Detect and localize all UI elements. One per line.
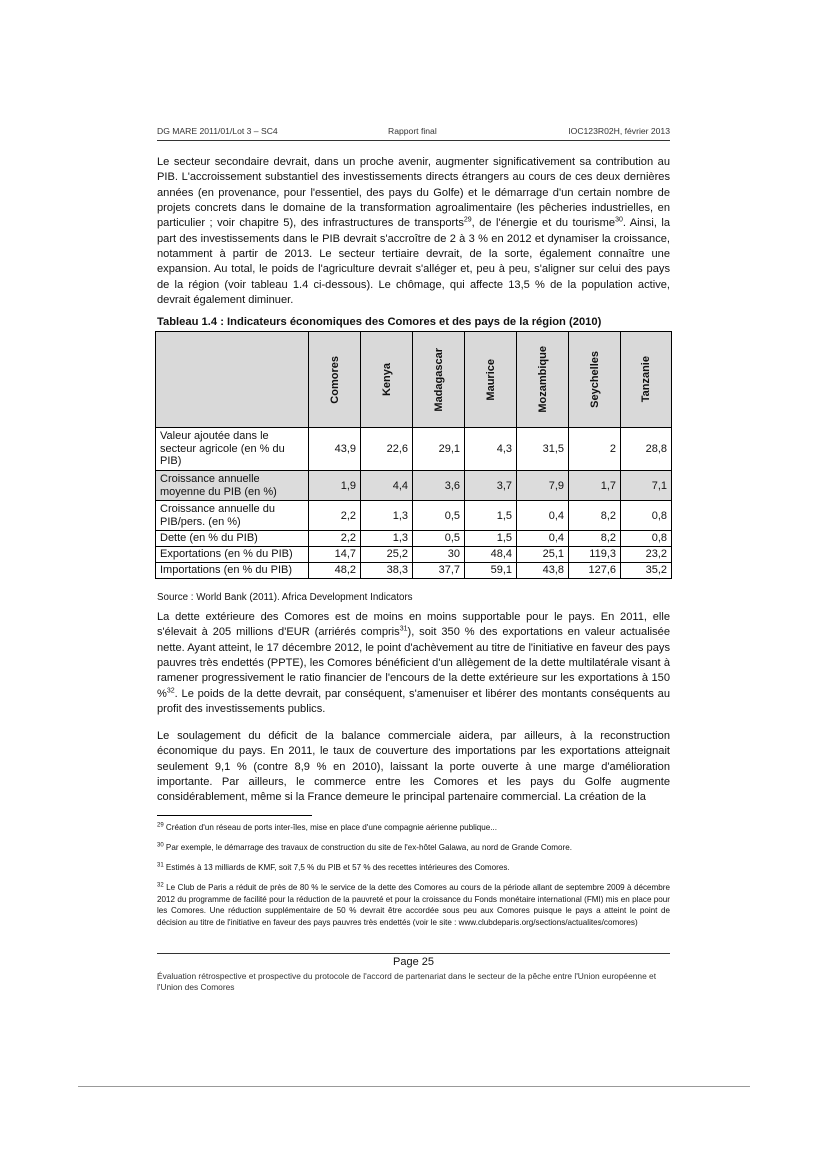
- table-cell: 14,7: [309, 547, 361, 563]
- table-row: [156, 531, 672, 547]
- column-header: [517, 332, 569, 428]
- table-row: [156, 501, 672, 531]
- footnote-number: 30: [157, 842, 164, 849]
- header-center: Rapport final: [388, 126, 437, 136]
- column-header: [361, 332, 413, 428]
- footnote-31: [157, 862, 670, 874]
- table-cell: 127,6: [569, 563, 621, 579]
- table-row: [156, 471, 672, 501]
- table-cell: 1,3: [361, 501, 413, 531]
- column-header: [569, 332, 621, 428]
- paragraph-dette-exterieure: [157, 610, 670, 717]
- para1-text-c: . Ainsi, la part des investissements dans le PIB devrait s'accroître de 2 à 3 % en 2012 et dynamiser la croissance, notamment à partir de 2013. Le secteur tertiaire devrait, de la sorte, également connaître une expansion. Au total, le poids de l'agriculture devrait s'alléger et, peu à peu, s'aligner sur celui des pays de la région (voir tableau 1.4 ci-dessous). Le chômage, qui affecte 13,5 % de la population active, devrait également diminuer.: [157, 217, 670, 307]
- table-cell: 119,3: [569, 547, 621, 563]
- table-cell: 25,2: [361, 547, 413, 563]
- footnote-number: 32: [157, 882, 164, 889]
- footer-separator: [157, 953, 670, 954]
- table-header-row: [156, 332, 672, 428]
- footnote-text: Création d'un réseau de ports inter-îles, mise en place d'une compagnie aérienne publique...: [163, 823, 498, 832]
- table-cell: 3,6: [413, 471, 465, 501]
- row-label: Valeur ajoutée dans le secteur agricole (en % du PIB): [156, 428, 309, 471]
- header-left: DG MARE 2011/01/Lot 3 – SC4: [157, 126, 278, 136]
- table-cell: 2,2: [309, 501, 361, 531]
- table-cell: 1,9: [309, 471, 361, 501]
- table-cell: 3,7: [465, 471, 517, 501]
- table-cell: 0,8: [621, 501, 672, 531]
- table-cell: 4,4: [361, 471, 413, 501]
- column-header-label: Madagascar: [432, 347, 445, 412]
- table-caption: Tableau 1.4 : Indicateurs économiques des Comores et des pays de la région (2010): [157, 316, 602, 328]
- footnote-number: 29: [157, 822, 164, 829]
- table-cell: 2: [569, 428, 621, 471]
- footnote-text: Par exemple, le démarrage des travaux de construction du site de l'ex-hôtel Galawa, au nord de Grande Comore.: [163, 843, 572, 852]
- table-cell: 43,9: [309, 428, 361, 471]
- table-cell: 23,2: [621, 547, 672, 563]
- table-cell: 7,1: [621, 471, 672, 501]
- table-cell: 29,1: [413, 428, 465, 471]
- table-row: [156, 563, 672, 579]
- column-header: [621, 332, 672, 428]
- economic-indicators-table: [155, 331, 672, 579]
- footnote-text: Estimés à 13 milliards de KMF, soit 7,5 % du PIB et 57 % des recettes intérieures des Comores.: [163, 863, 510, 872]
- table-cell: 4,3: [465, 428, 517, 471]
- footnote-29: [157, 822, 670, 834]
- footnote-separator: [157, 815, 312, 816]
- table-cell: 43,8: [517, 563, 569, 579]
- column-header-label: Maurice: [484, 358, 497, 401]
- table-cell: 31,5: [517, 428, 569, 471]
- table-cell: 0,8: [621, 531, 672, 547]
- para2-text-c: . Le poids de la dette devrait, par conséquent, s'amenuiser et libérer des montants conséquents au profit des investissements publics.: [157, 687, 670, 716]
- page-number: Page 25: [393, 956, 434, 968]
- table-cell: 8,2: [569, 531, 621, 547]
- para1-text-b: , de l'énergie et du tourisme: [471, 217, 616, 230]
- paragraph-balance-commerciale: Le soulagement du déficit de la balance commerciale aidera, par ailleurs, à la reconstruction économique du pays. En 2011, le taux de couverture des importations par les exportations atteignait seulement 9,1 % (contre 8,9 % en 2010), laissant la porte ouverte à une marge d'amélioration importante. Par ailleurs, le commerce entre les Comores et les pays du Golfe augmente considérablement, même si la France demeure le principal partenaire commercial. La création de la: [157, 730, 670, 804]
- table-cell: 22,6: [361, 428, 413, 471]
- para1-text-a: Le secteur secondaire devrait, dans un proche avenir, augmenter significativement sa contribution au PIB. L'accroissement substantiel des investissements directs étrangers au cours de ces deux dernières années (en provenance, pour l'essentiel, des pays du Golfe) et le démarrage d'un certain nombre de projets concrets dans le domaine de la transformation agroalimentaire (les pêcheries industrielles, en particulier ; voir chapitre 5), des infrastructures de transports: [157, 156, 670, 230]
- para2-text-a: La dette extérieure des Comores est de moins en moins supportable pour le pays. En 2011, elle s'élevait à 205 millions d'EUR (arriérés compris: [157, 611, 670, 639]
- table-cell: 0,5: [413, 531, 465, 547]
- table-cell: 35,2: [621, 563, 672, 579]
- table-cell: 48,4: [465, 547, 517, 563]
- table-cell: 8,2: [569, 501, 621, 531]
- column-header-label: Seychelles: [588, 351, 601, 408]
- column-header: [465, 332, 517, 428]
- column-header-label: Comores: [328, 355, 341, 404]
- footnote-ref-30[interactable]: 30: [615, 216, 623, 224]
- row-label: Importations (en % du PIB): [156, 563, 309, 579]
- row-label: Croissance annuelle moyenne du PIB (en %): [156, 471, 309, 501]
- row-label: Croissance annuelle du PIB/pers. (en %): [156, 501, 309, 531]
- table-cell: 59,1: [465, 563, 517, 579]
- footnote-ref-31[interactable]: 31: [399, 625, 408, 633]
- table-cell: 48,2: [309, 563, 361, 579]
- page-footer: Évaluation rétrospective et prospective du protocole de l'accord de partenariat dans le secteur de la pêche entre l'Union européenne et l'Union des Comores: [157, 971, 657, 992]
- column-header: [309, 332, 361, 428]
- table-cell: 1,3: [361, 531, 413, 547]
- header-right: IOC123R02H, février 2013: [568, 126, 670, 136]
- table-cell: 0,4: [517, 531, 569, 547]
- table-row: [156, 547, 672, 563]
- table-cell: 1,5: [465, 531, 517, 547]
- table-cell: 37,7: [413, 563, 465, 579]
- table-cell: 2,2: [309, 531, 361, 547]
- row-label: Dette (en % du PIB): [156, 531, 309, 547]
- column-header-label: Tanzanie: [640, 356, 652, 403]
- footnote-ref-29[interactable]: 29: [463, 216, 472, 224]
- table-cell: 0,4: [517, 501, 569, 531]
- footnote-32: [157, 882, 670, 928]
- footnote-ref-32[interactable]: 32: [166, 687, 175, 695]
- page-header: [157, 126, 670, 141]
- table-row: [156, 428, 672, 471]
- table-cell: 7,9: [517, 471, 569, 501]
- table-cell: 1,7: [569, 471, 621, 501]
- table-cell: 28,8: [621, 428, 672, 471]
- para2-text-b: ), soit 350 % des exportations en valeur actualisée nette. Ayant atteint, le 17 décembre 2012, le point d'achèvement au titre de l'initiative en faveur des pays pauvres très endettés (PPTE), les Comores bénéficient d'un allègement de la dette multilatérale visant à ramener progressivement le ratio financier de l'encours de la dette extérieure sur les exportations à 150 %: [157, 626, 671, 700]
- column-header: [413, 332, 465, 428]
- footnote-30: [157, 842, 670, 854]
- table-corner-cell: [156, 332, 309, 428]
- footnote-text: Le Club de Paris a réduit de près de 80 % le service de la dette des Comores au cours de la période allant de septembre 2009 à décembre 2012 du programme de facilité pour la réduction de la pauvreté et pour la croissance du Fonds monétaire international (FMI) mis en place pour les Comores. Une réduction supplémentaire de 50 % devrait être accordée sous peu aux Comores puisque le pays a atteint le point de décision au titre de l'initiative en faveur des pays pauvres très endettés (voir le site : www.clubdeparis.org/sections/actualites/comores): [157, 883, 670, 927]
- column-header-label: Mozambique: [536, 346, 549, 413]
- table-cell: 0,5: [413, 501, 465, 531]
- paragraph-secteur-secondaire: [157, 155, 670, 308]
- viewer-page-divider: [78, 1086, 750, 1087]
- footnote-number: 31: [157, 862, 164, 869]
- table-cell: 25,1: [517, 547, 569, 563]
- table-cell: 38,3: [361, 563, 413, 579]
- row-label: Exportations (en % du PIB): [156, 547, 309, 563]
- column-header-label: Kenya: [380, 362, 393, 397]
- table-source: Source : World Bank (2011). Africa Development Indicators: [157, 592, 413, 603]
- table-cell: 30: [413, 547, 465, 563]
- table-cell: 1,5: [465, 501, 517, 531]
